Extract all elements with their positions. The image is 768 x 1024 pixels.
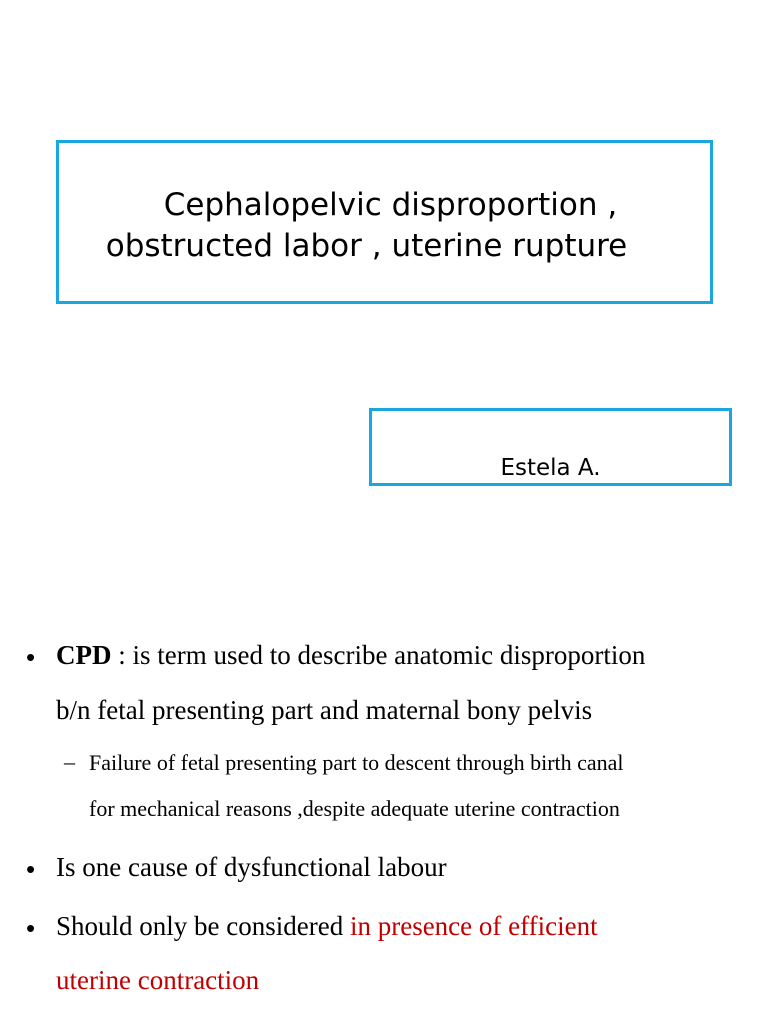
- consider-plain: Should only be considered: [56, 911, 350, 941]
- sub-bullet-line2: for mechanical reasons ,despite adequate uterine contraction: [89, 796, 620, 821]
- sub-bullet-dash: –: [64, 749, 75, 774]
- title-line-2: obstructed labor , uterine rupture: [105, 228, 628, 264]
- consider-highlight: in presence of efficient: [349, 911, 598, 941]
- cpd-definition: : is term used to describe anatomic disproportion: [111, 640, 646, 670]
- title-box: [56, 140, 713, 304]
- bullet-cpd-line1: [56, 628, 645, 682]
- bullet-cpd-line2: b/n fetal presenting part and maternal bony pelvis: [56, 695, 593, 725]
- bullet-marker: •: [26, 642, 36, 672]
- bullet-dysfunctional: Is one cause of dysfunctional labour: [56, 852, 447, 882]
- bullet-consider-line2: uterine contraction: [56, 965, 260, 995]
- slide-title: [59, 185, 710, 267]
- bullet-marker: •: [26, 854, 36, 884]
- sub-bullet-line1: Failure of fetal presenting part to descent through birth canal: [89, 750, 624, 775]
- bullet-marker: •: [26, 913, 36, 943]
- title-line-1: Cephalopelvic disproportion ,: [163, 187, 618, 223]
- bullet-consider-line1: [56, 899, 598, 953]
- author-box: [369, 408, 732, 486]
- author-name: Estela A.: [500, 455, 601, 481]
- cpd-term: CPD: [56, 640, 112, 670]
